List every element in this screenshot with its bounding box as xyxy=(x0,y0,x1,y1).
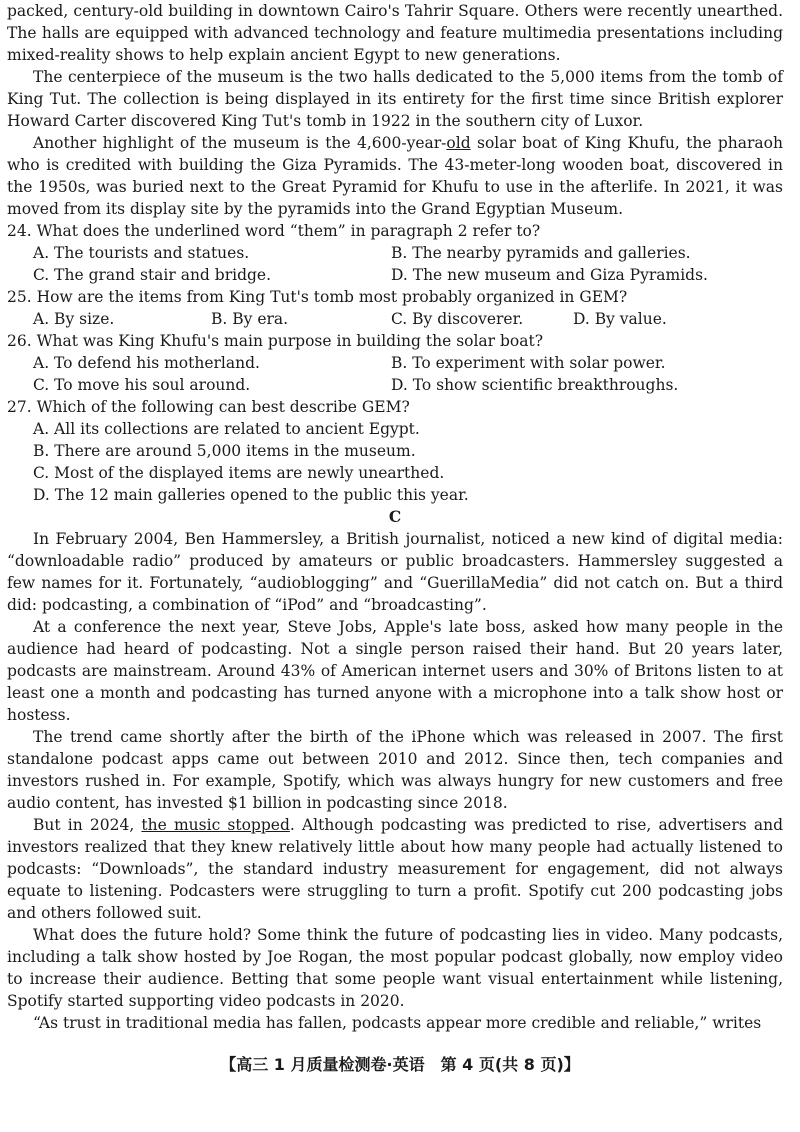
question-26-option-a: A. To defend his motherland. xyxy=(33,354,260,372)
passage-b-paragraph-2: The centerpiece of the museum is the two halls dedicated to the 5,000 items from the tomb of King Tut. The collection is being displayed in its entirety for the first time since British explorer Howard Carter discovered King Tut's tomb in 1922 in the southern city of Luxor. xyxy=(7,68,783,130)
question-27-option-c: C. Most of the displayed items are newly unearthed. xyxy=(33,464,445,482)
question-24-option-c: C. The grand stair and bridge. xyxy=(33,266,272,284)
passage-c-heading: C xyxy=(388,507,402,526)
paragraph-3-text-after: solar boat of King Khufu, the pharaoh who is credited with building the Giza Pyramids. The 43-meter-long wooden boat, discovered in the 1950s, was buried next to the Great Pyramid for Khufu to use in the afterlife. In 2021, it was moved from its display site by the pyramids into the Grand Egyptian Museum. xyxy=(7,134,783,218)
passage-c-paragraph-5: What does the future hold? Some think the future of podcasting lies in video. Many podcasts, including a talk show hosted by Joe Rogan, the most popular podcast globally, now employ video to increase their audience. Betting that some people want visual entertainment while listening, Spotify started supporting video podcasts in 2020. xyxy=(7,926,783,1010)
question-24-options xyxy=(7,242,783,286)
question-27-options xyxy=(7,418,783,506)
question-26-option-b: B. To experiment with solar power. xyxy=(391,354,666,372)
underlined-phrase-music-stopped: the music stopped xyxy=(141,816,290,834)
question-27-option-a: A. All its collections are related to ancient Egypt. xyxy=(33,420,420,438)
question-27-stem: 27. Which of the following can best describe GEM? xyxy=(7,398,410,416)
question-24-option-d: D. The new museum and Giza Pyramids. xyxy=(391,266,708,284)
question-26-options xyxy=(7,352,783,396)
passage-b-paragraph-3 xyxy=(7,132,783,220)
question-24-option-a: A. The tourists and statues. xyxy=(33,244,250,262)
question-26-option-c: C. To move his soul around. xyxy=(33,376,251,394)
question-25-options xyxy=(7,308,783,330)
question-27-option-d: D. The 12 main galleries opened to the public this year. xyxy=(33,486,469,504)
question-27-option-b: B. There are around 5,000 items in the museum. xyxy=(33,442,416,460)
question-24-stem: 24. What does the underlined word “them” in paragraph 2 refer to? xyxy=(7,222,541,240)
question-24-option-b: B. The nearby pyramids and galleries. xyxy=(391,244,691,262)
question-25-option-a: A. By size. xyxy=(33,310,115,328)
question-25-option-c: C. By discoverer. xyxy=(391,310,524,328)
paragraph-4-text-before: But in 2024, xyxy=(33,816,142,834)
exam-page xyxy=(7,0,783,1034)
passage-c-paragraph-1: In February 2004, Ben Hammersley, a British journalist, noticed a new kind of digital media: “downloadable radio” produced by amateurs or public broadcasters. Hammersley suggested a few names for it. Fortunately, “audioblogging” and “GuerillaMedia” did not catch on. But a third did: podcasting, a combination of “iPod” and “broadcasting”. xyxy=(7,530,783,614)
passage-b-paragraph-1-tail: packed, century-old building in downtown Cairo's Tahrir Square. Others were recently unearthed. The halls are equipped with advanced technology and feature multimedia presentations including mixed-reality shows to help explain ancient Egypt to new generations. xyxy=(7,2,783,64)
question-26-stem: 26. What was King Khufu's main purpose in building the solar boat? xyxy=(7,332,544,350)
passage-c-paragraph-2: At a conference the next year, Steve Jobs, Apple's late boss, asked how many people in the audience had heard of podcasting. Not a single person raised their hand. But 20 years later, podcasts are mainstream. Around 43% of American internet users and 30% of Britons listen to at least one a month and podcasting has turned anyone with a microphone into a talk show host or hostess. xyxy=(7,618,783,724)
passage-c-paragraph-6: “As trust in traditional media has fallen, podcasts appear more credible and reliable,” writes xyxy=(33,1014,762,1032)
paragraph-4-text-after: . Although podcasting was predicted to rise, advertisers and investors realized that they knew relatively little about how many people had actually listened to podcasts: “Downloads”, the standard industry measurement for engagement, did not always equate to listening. Podcasters were struggling to turn a profit. Spotify cut 200 podcasting jobs and others followed suit. xyxy=(7,816,784,922)
underlined-word-old: old xyxy=(446,134,471,152)
paragraph-3-text-before: Another highlight of the museum is the 4,600-year- xyxy=(33,134,447,152)
question-25-option-b: B. By era. xyxy=(211,310,289,328)
passage-c-paragraph-3: The trend came shortly after the birth of the iPhone which was released in 2007. The first standalone podcast apps came out between 2010 and 2012. Since then, tech companies and investors rushed in. For example, Spotify, which was always hungry for new customers and free audio content, has invested $1 billion in podcasting since 2018. xyxy=(7,728,783,812)
passage-c-paragraph-4 xyxy=(7,814,783,924)
question-25-option-d: D. By value. xyxy=(573,310,667,328)
page-footer: 【高三 1 月质量检测卷·英语 第 4 页(共 8 页)】 xyxy=(220,1055,580,1074)
question-26-option-d: D. To show scientific breakthroughs. xyxy=(391,376,679,394)
question-25-stem: 25. How are the items from King Tut's tomb most probably organized in GEM? xyxy=(7,288,628,306)
